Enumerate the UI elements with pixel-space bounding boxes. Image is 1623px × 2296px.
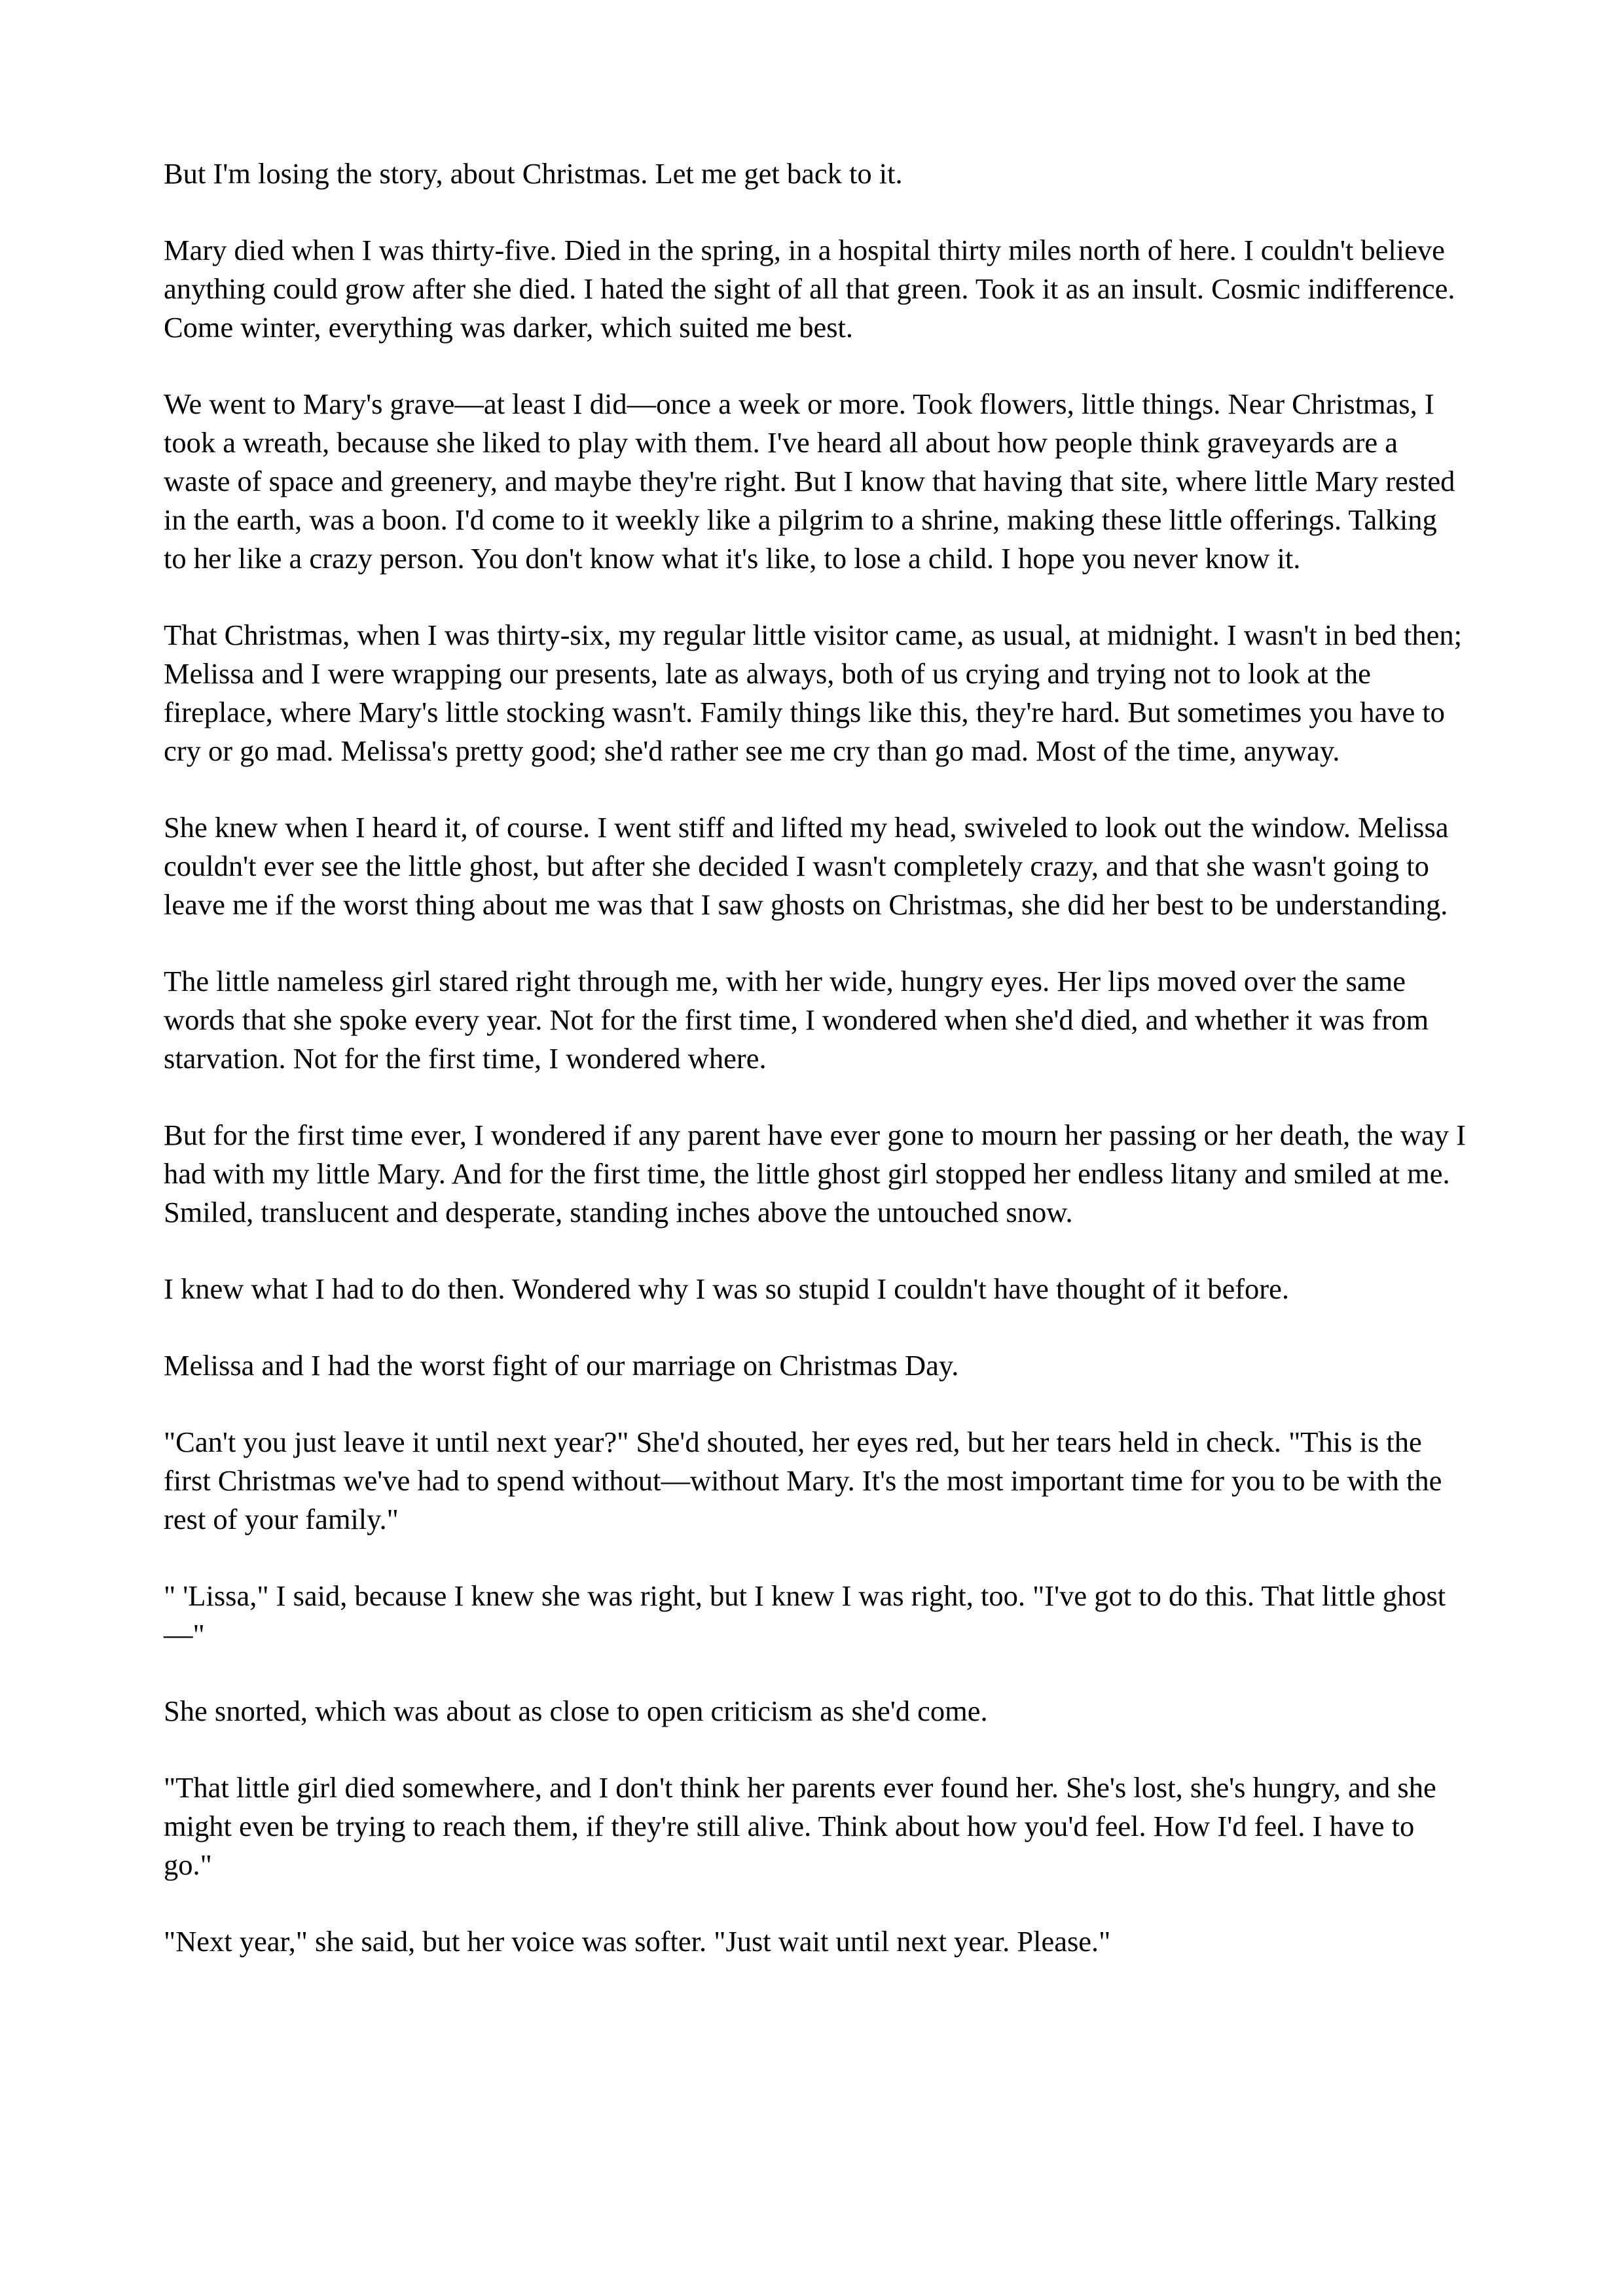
paragraph-13: "That little girl died somewhere, and I don't think her parents ever found her. She's lost, she's hungry, and she might even be trying to reach them, if they're still alive. Think about how you'd feel. How I'd feel. I have to go." — [164, 1771, 1436, 1881]
paragraph-5: She knew when I heard it, of course. I went stiff and lifted my head, swiveled to look out the window. Melissa couldn't ever see the little ghost, but after she decided I wasn't completely crazy, and that she wasn't going to leave me if the worst thing about me was that I saw ghosts on Christmas, she did her best to be understanding. — [164, 811, 1449, 921]
paragraph-10: "Can't you just leave it until next year?" She'd shouted, her eyes red, but her tears held in check. "This is the first Christmas we've had to spend without—without Mary. It's the most important time for you to be with the rest of your family." — [164, 1426, 1442, 1535]
paragraph-2: Mary died when I was thirty-five. Died in the spring, in a hospital thirty miles north of here. I couldn't believe anything could grow after she died. I hated the sight of all that green. Took it as an insult. Cosmic indifference. Come winter, everything was darker, which suited me best. — [164, 234, 1455, 344]
paragraph-7: But for the first time ever, I wondered if any parent have ever gone to mourn her passing or her death, the way I had with my little Mary. And for the first time, the little ghost girl stopped her endless litany and smiled at me. Smiled, translucent and desperate, standing inches above the untouched snow. — [164, 1119, 1466, 1229]
paragraph-3: We went to Mary's grave—at least I did—once a week or more. Took flowers, little things. Near Christmas, I took a wreath, because she liked to play with them. I've heard all about how people think graveyards are a waste of space and greenery, and maybe they're right. But I know that having that site, where little Mary rested in the earth, was a boon. I'd come to it weekly like a pilgrim to a shrine, making these little offerings. Talking to her like a crazy person. You don't know what it's like, to lose a child. I hope you never know it. — [164, 387, 1455, 575]
paragraph-11: " 'Lissa," I said, because I knew she was right, but I knew I was right, too. "I've got to do this. That little ghost—" — [164, 1579, 1446, 1651]
paragraph-14: "Next year," she said, but her voice was softer. "Just wait until next year. Please." — [164, 1925, 1111, 1958]
paragraph-1: But I'm losing the story, about Christmas. Let me get back to it. — [164, 157, 903, 190]
body-text — [164, 154, 1467, 1999]
paragraph-12: She snorted, which was about as close to open criticism as she'd come. — [164, 1695, 988, 1727]
paragraph-4: That Christmas, when I was thirty-six, my regular little visitor came, as usual, at midnight. I wasn't in bed then; Melissa and I were wrapping our presents, late as always, both of us crying and trying not to look at the fireplace, where Mary's little stocking wasn't. Family things like this, they're hard. But sometimes you have to cry or go mad. Melissa's pretty good; she'd rather see me cry than go mad. Most of the time, anyway. — [164, 619, 1462, 767]
paragraph-9: Melissa and I had the worst fight of our marriage on Christmas Day. — [164, 1349, 959, 1382]
paragraph-6: The little nameless girl stared right through me, with her wide, hungry eyes. Her lips moved over the same words that she spoke every year. Not for the first time, I wondered when she'd died, and whether it was from starvation. Not for the first time, I wondered where. — [164, 965, 1429, 1075]
paragraph-8: I knew what I had to do then. Wondered why I was so stupid I couldn't have thought of it before. — [164, 1272, 1289, 1305]
